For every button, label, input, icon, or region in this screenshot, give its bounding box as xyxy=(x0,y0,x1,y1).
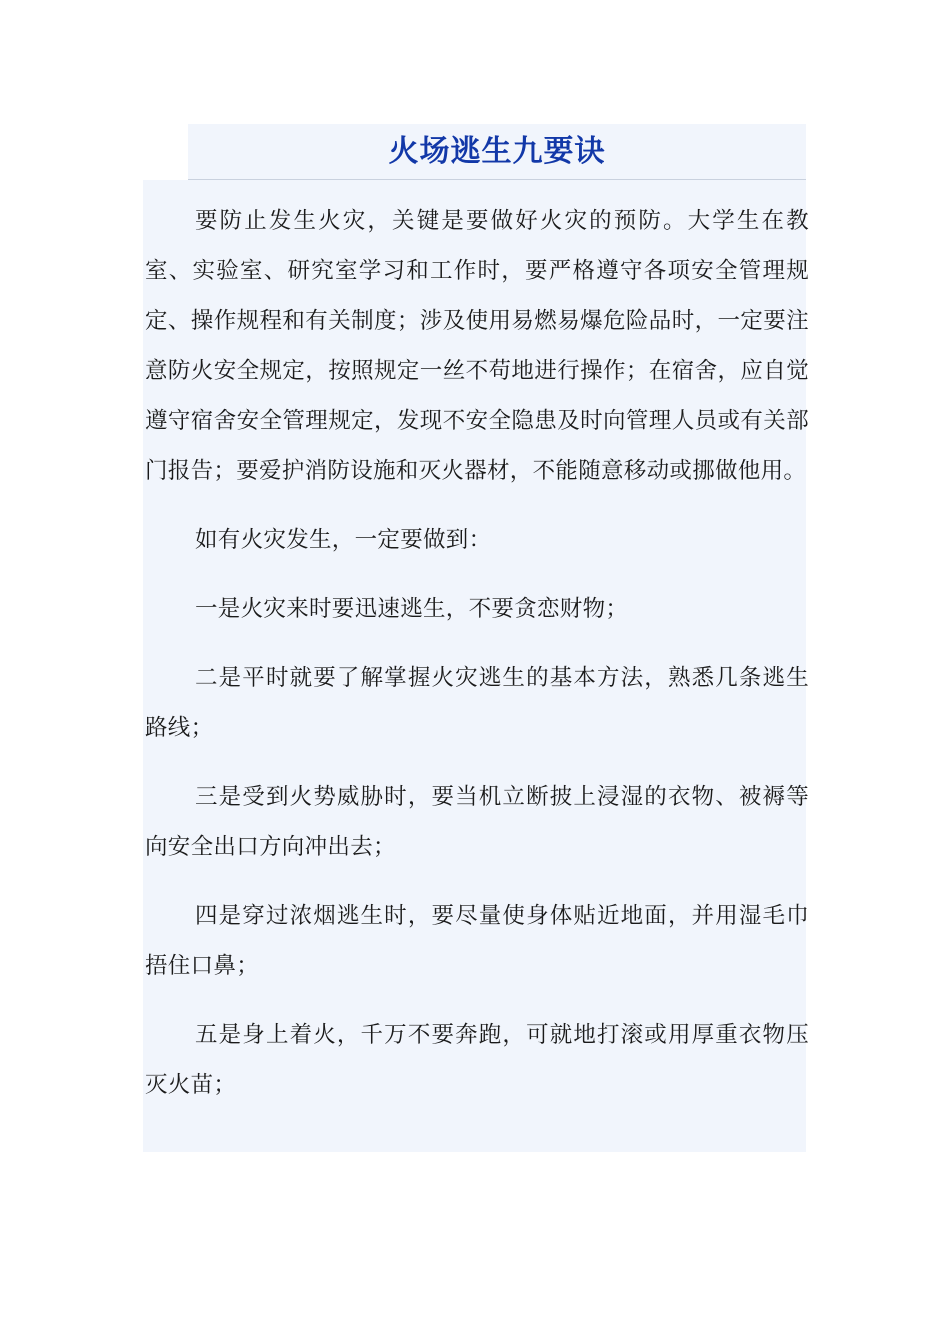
paragraph-item-3: 三是受到火势威胁时，要当机立断披上浸湿的衣物、被褥等向安全出口方向冲出去； xyxy=(145,784,809,860)
document-title: 火场逃生九要诀 xyxy=(388,134,606,169)
paragraph-intro-list: 如有火灾发生，一定要做到： xyxy=(195,527,492,553)
paragraph-prevention: 要防止发生火灾，关键是要做好火灾的预防。大学生在教室、实验室、研究室学习和工作时，要严格遵守各项安全管理规定、操作规程和有关制度；涉及使用易燃易爆危险品时，一定要注意防火安全规定，按照规定一丝不苟地进行操作；在宿舍，应自觉遵守宿舍安全管理规定，发现不安全隐患及时向管理人员或有关部门报告；要爱护消防设施和灭火器材，不能随意移动或挪做他用。 xyxy=(145,208,809,484)
paragraph-item-2: 二是平时就要了解掌握火灾逃生的基本方法，熟悉几条逃生路线； xyxy=(145,665,809,741)
paragraph-item-1: 一是火灾来时要迅速逃生，不要贪恋财物； xyxy=(195,596,629,622)
paragraph-item-4: 四是穿过浓烟逃生时，要尽量使身体贴近地面，并用湿毛巾捂住口鼻； xyxy=(145,903,809,979)
paragraph-item-5: 五是身上着火，千万不要奔跑，可就地打滚或用厚重衣物压灭火苗； xyxy=(145,1022,809,1098)
document-body xyxy=(145,196,809,1110)
